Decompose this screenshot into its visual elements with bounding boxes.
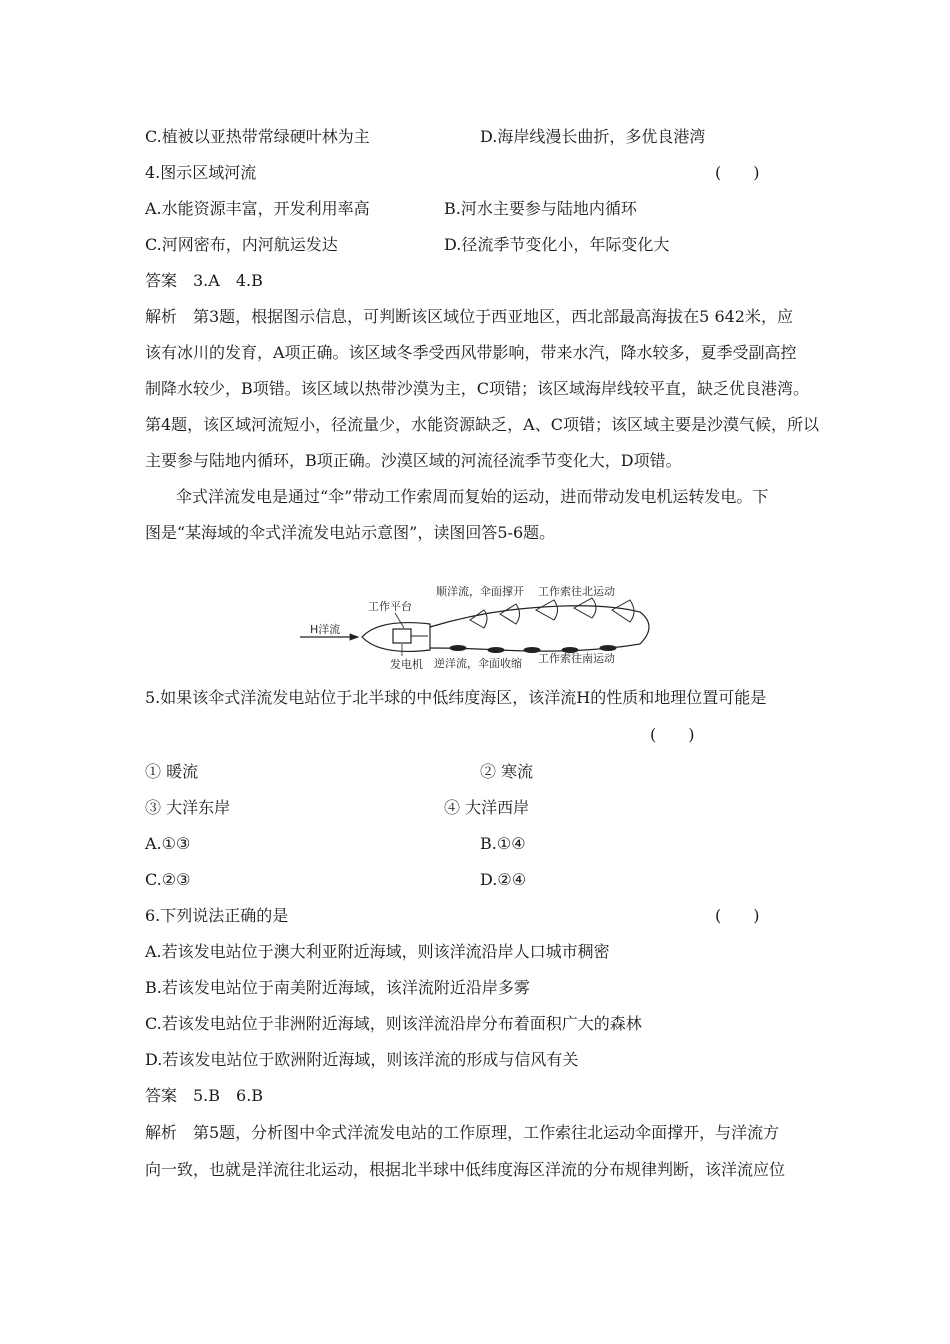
open-umbrella-icon xyxy=(612,600,634,622)
q4-option-d: D.径流季节变化小，年际变化大 xyxy=(444,235,670,254)
open-umbrella-icon xyxy=(470,610,487,628)
platform-label: 工作平台 xyxy=(368,600,412,613)
q4-stem: 4.图示区域河流 xyxy=(145,163,257,182)
q5-option-b: B.①④ xyxy=(480,834,526,853)
top-right-label: 工作索往北运动 xyxy=(538,585,615,598)
analysis-5-6-line: 解析 第5题，分析图中伞式洋流发电站的工作原理，工作索往北运动伞面撑开，与洋流方 xyxy=(145,1123,780,1142)
q5-option-c: C.②③ xyxy=(145,870,191,889)
open-umbrella-icon xyxy=(574,598,596,618)
generator-label: 发电机 xyxy=(390,658,423,671)
q4-option-b: B.河水主要参与陆地内循环 xyxy=(444,199,637,218)
current-label: H洋流 xyxy=(310,623,341,636)
q6-option-a: A.若该发电站位于澳大利亚附近海域，则该洋流沿岸人口城市稠密 xyxy=(145,942,610,961)
q3-option-d: D.海岸线漫长曲折，多优良港湾 xyxy=(480,127,706,146)
top-run-label: 顺洋流，伞面撑开 xyxy=(436,585,524,598)
analysis-3-4-line: 制降水较少，B项错。该区域以热带沙漠为主，C项错；该区域海岸线较平直，缺乏优良港湾。 xyxy=(145,379,810,398)
intro-5-6-line: 伞式洋流发电是通过“伞”带动工作索周而复始的运动，进而带动发电机运转发电。下 xyxy=(176,487,769,506)
q6-option-d: D.若该发电站位于欧洲附近海域，则该洋流的形成与信风有关 xyxy=(145,1050,579,1069)
q4-option-a: A.水能资源丰富，开发利用率高 xyxy=(145,199,370,218)
q3-option-c: C.植被以亚热带常绿硬叶林为主 xyxy=(145,127,370,146)
open-umbrella-icon xyxy=(536,600,558,620)
q6-stem: 6.下列说法正确的是 xyxy=(145,906,289,925)
open-umbrella-icon xyxy=(500,604,520,624)
q5-answer-paren: ( ) xyxy=(650,725,695,744)
umbrella-current-generator-diagram xyxy=(300,582,662,672)
q5-statement-2: ② 寒流 xyxy=(480,762,534,781)
answer-3-4: 答案 3.A 4.B xyxy=(145,271,263,290)
bottom-run-label: 逆洋流，伞面收缩 xyxy=(434,657,522,670)
analysis-3-4-line: 解析 第3题，根据图示信息，可判断该区域位于西亚地区，西北部最高海拔在5 642米，应 xyxy=(145,307,793,326)
analysis-5-6-line: 向一致，也就是洋流往北运动，根据北半球中低纬度海区洋流的分布规律判断，该洋流应位 xyxy=(145,1160,786,1179)
q4-option-c: C.河网密布，内河航运发达 xyxy=(145,235,338,254)
analysis-3-4-line: 第4题，该区域河流短小，径流量少，水能资源缺乏，A、C项错；该区域主要是沙漠气候，所以 xyxy=(145,415,819,434)
q5-statement-3: ③ 大洋东岸 xyxy=(145,798,231,817)
q6-option-b: B.若该发电站位于南美附近海域，该洋流附近沿岸多雾 xyxy=(145,978,530,997)
q6-answer-paren: ( ) xyxy=(715,906,760,925)
q6-option-c: C.若该发电站位于非洲附近海域，则该洋流沿岸分布着面积广大的森林 xyxy=(145,1014,642,1033)
closed-umbrella-icon xyxy=(450,646,466,651)
q5-stem: 5.如果该伞式洋流发电站位于北半球的中低纬度海区，该洋流H的性质和地理位置可能是 xyxy=(145,688,767,707)
generator-box xyxy=(393,629,411,643)
answer-5-6: 答案 5.B 6.B xyxy=(145,1086,264,1105)
q5-option-a: A.①③ xyxy=(145,834,191,853)
analysis-3-4-line: 主要参与陆地内循环，B项正确。沙漠区域的河流径流季节变化大，D项错。 xyxy=(145,451,682,470)
q5-statement-1: ① 暖流 xyxy=(145,762,199,781)
q5-statement-4: ④ 大洋西岸 xyxy=(444,798,530,817)
intro-5-6-line: 图是“某海域的伞式洋流发电站示意图”，读图回答5-6题。 xyxy=(145,523,556,542)
q5-option-d: D.②④ xyxy=(480,870,527,889)
bottom-right-label: 工作索往南运动 xyxy=(538,652,615,665)
closed-umbrella-icon xyxy=(600,646,616,651)
analysis-3-4-line: 该有冰川的发育，A项正确。该区域冬季受西风带影响，带来水汽，降水较多，夏季受副高控 xyxy=(145,343,797,362)
closed-umbrella-icon xyxy=(488,648,504,653)
q4-answer-paren: ( ) xyxy=(715,163,760,182)
platform-hull xyxy=(362,623,430,652)
